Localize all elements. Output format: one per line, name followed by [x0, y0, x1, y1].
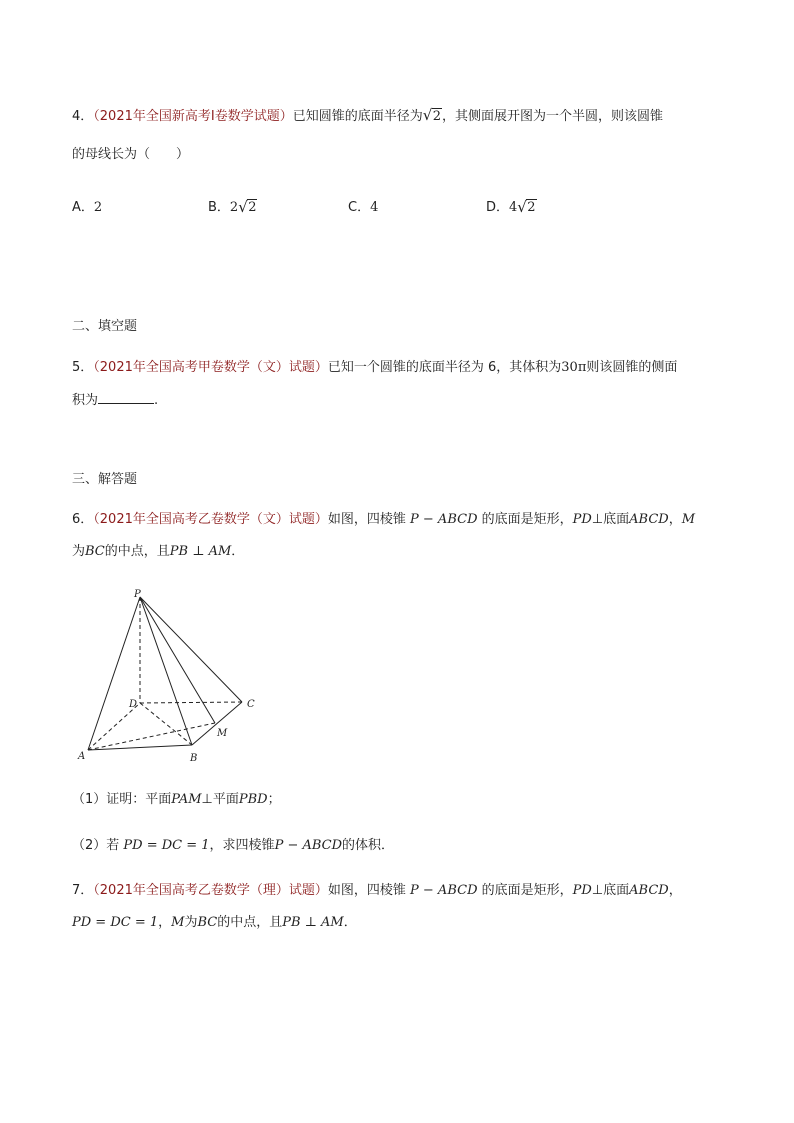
- label-c: C: [247, 699, 255, 710]
- q4-option-b[interactable]: B．2 √ 2: [208, 198, 257, 216]
- q6-part1: （1）证明：平面PAM⊥平面PBD；: [72, 792, 281, 807]
- label-d: D: [129, 699, 138, 710]
- q4-option-a[interactable]: A．2: [72, 200, 103, 215]
- q5-volume: 30π: [561, 360, 587, 375]
- q6-part2: （2）若 PD = DC = 1，求四棱锥P − ABCD的体积．: [72, 838, 395, 853]
- q7-line2: PD = DC = 1，M为BC的中点，且PB ⊥ AM．: [72, 915, 357, 930]
- q5-source: （2021年全国高考甲卷数学（文）试题）: [93, 360, 328, 375]
- q4-text2: ，其侧面展开图为一个半圆，则该圆锥: [442, 109, 664, 124]
- section-fill-in-heading: 二、填空题: [72, 319, 138, 334]
- q4-number: 4．: [72, 109, 94, 124]
- q4-option-d[interactable]: D．4 √ 2: [486, 198, 536, 216]
- q5-line2: 积为 .: [72, 393, 159, 408]
- label-m: M: [217, 728, 228, 739]
- q4-source: （2021年全国新高考Ⅰ卷数学试题）: [93, 109, 293, 124]
- q6-source: （2021年全国高考乙卷数学（文）试题）: [93, 512, 328, 527]
- pyramid-figure: [72, 585, 272, 770]
- q6-line2: 为BC的中点，且PB ⊥ AM．: [72, 544, 245, 559]
- q7-line1: 7．（2021年全国高考乙卷数学（理）试题）如图，四棱锥 P − ABCD 的底面是矩形，PD⊥底面ABCD，: [72, 883, 682, 898]
- q7-source: （2021年全国高考乙卷数学（理）试题）: [93, 883, 328, 898]
- q5-line1: 5．（2021年全国高考甲卷数学（文）试题）已知一个圆锥的底面半径为 6，其体积为30π则该圆锥的侧面: [72, 360, 678, 375]
- q4-sqrt: √ 2: [422, 106, 441, 124]
- label-a: A: [78, 751, 86, 762]
- q4-text1: 已知圆锥的底面半径为: [292, 109, 423, 124]
- q5-answer-blank[interactable]: [98, 391, 154, 404]
- q4-line1: [72, 108, 663, 126]
- label-b: B: [190, 753, 198, 764]
- section-solve-heading: 三、解答题: [72, 472, 138, 487]
- label-p: P: [134, 589, 141, 600]
- q4-line2: 的母线长为（ ）: [72, 147, 190, 162]
- q4-option-c[interactable]: C．4: [348, 200, 379, 215]
- q6-line1: 6．（2021年全国高考乙卷数学（文）试题）如图，四棱锥 P − ABCD 的底面是矩形，PD⊥底面ABCD，M: [72, 512, 696, 527]
